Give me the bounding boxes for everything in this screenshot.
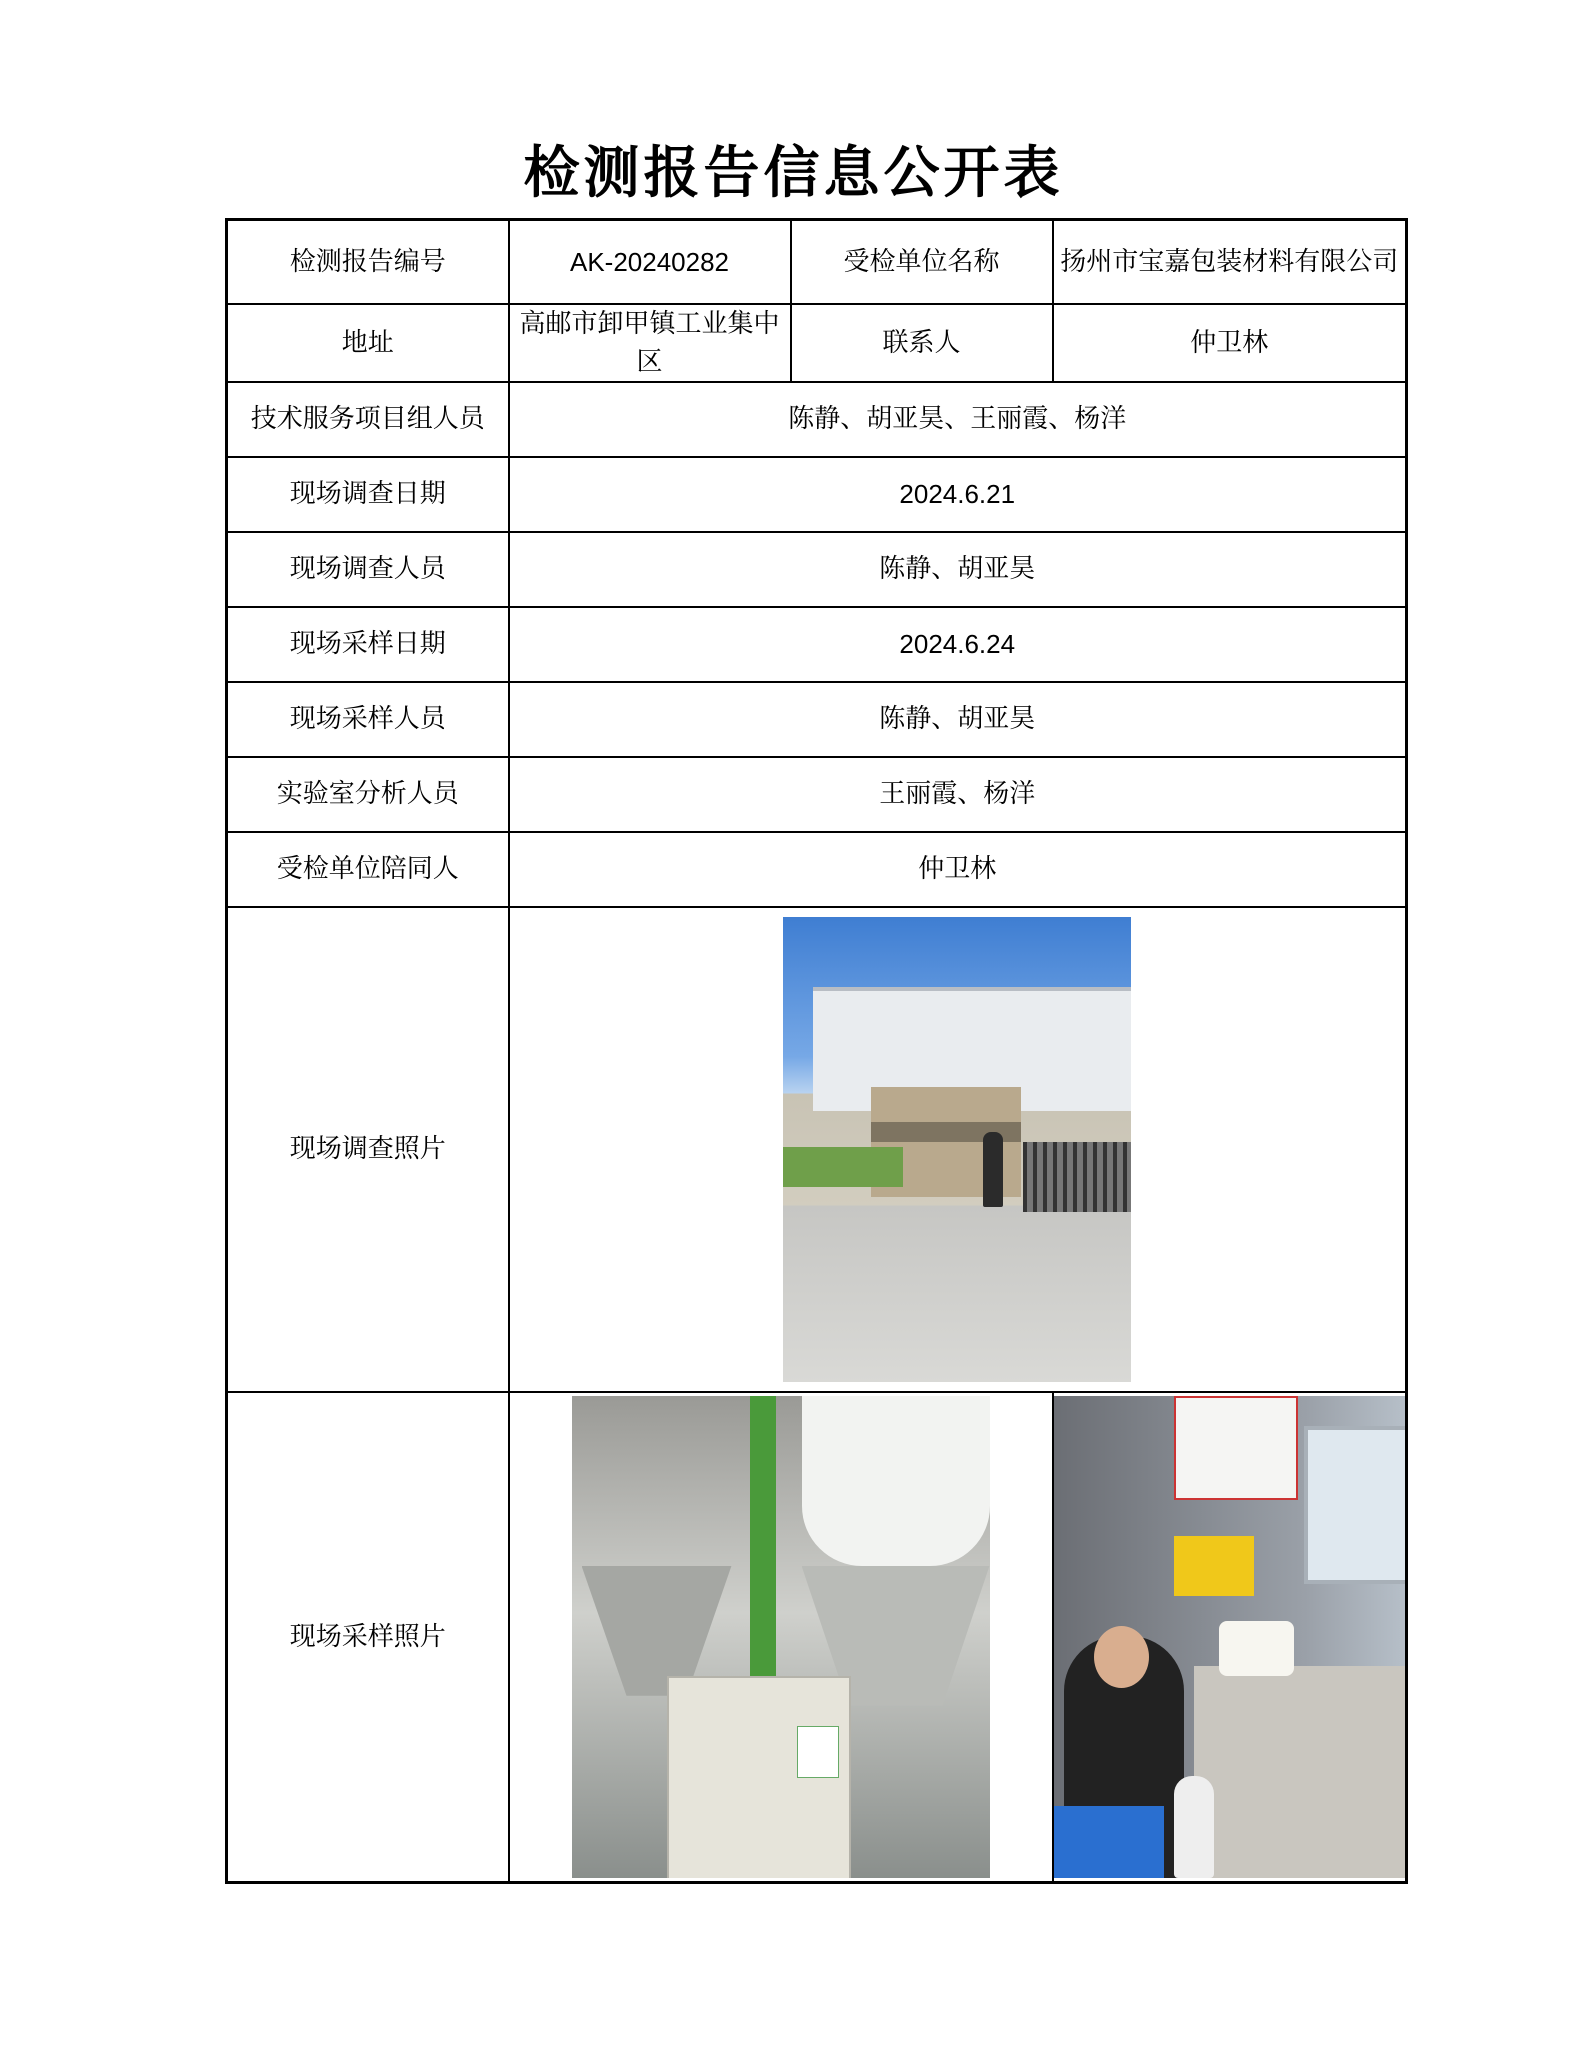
table-row: [227, 220, 1407, 304]
address-label: 地址: [227, 304, 509, 382]
lab-staff-value: 王丽霞、杨洋: [509, 757, 1407, 832]
contact-value: 仲卫林: [1053, 304, 1407, 382]
table-row: [227, 304, 1407, 382]
sampling-date-value: 2024.6.24: [509, 607, 1407, 682]
workshop-sampling-photo: [1054, 1396, 1407, 1878]
sampling-staff-label: 现场采样人员: [227, 682, 509, 757]
table-row: [227, 757, 1407, 832]
survey-photo-label: 现场调查照片: [227, 907, 509, 1392]
table-row: [227, 907, 1407, 1392]
survey-staff-value: 陈静、胡亚昊: [509, 532, 1407, 607]
table-row: [227, 832, 1407, 907]
sampling-photo-cell-2: [1053, 1392, 1407, 1883]
survey-date-value: 2024.6.21: [509, 457, 1407, 532]
sampling-equipment-photo: [572, 1396, 990, 1878]
table-row: [227, 457, 1407, 532]
table-row: [227, 607, 1407, 682]
table-row: [227, 532, 1407, 607]
escort-label: 受检单位陪同人: [227, 832, 509, 907]
address-value: 高邮市卸甲镇工业集中区: [509, 304, 791, 382]
team-value: 陈静、胡亚昊、王丽霞、杨洋: [509, 382, 1407, 457]
table-row: [227, 382, 1407, 457]
contact-label: 联系人: [791, 304, 1053, 382]
sampling-date-label: 现场采样日期: [227, 607, 509, 682]
factory-gate-photo: [783, 917, 1131, 1382]
report-info-table: [225, 218, 1408, 1884]
sampling-photo-cell-1: [509, 1392, 1053, 1883]
lab-staff-label: 实验室分析人员: [227, 757, 509, 832]
survey-date-label: 现场调查日期: [227, 457, 509, 532]
report-no-value: AK-20240282: [509, 220, 791, 304]
table-row: [227, 682, 1407, 757]
sampling-staff-value: 陈静、胡亚昊: [509, 682, 1407, 757]
team-label: 技术服务项目组人员: [227, 382, 509, 457]
sampling-photo-label: 现场采样照片: [227, 1392, 509, 1883]
document-title: 检测报告信息公开表: [523, 141, 1064, 206]
unit-name-value: 扬州市宝嘉包装材料有限公司: [1053, 220, 1407, 304]
survey-staff-label: 现场调查人员: [227, 532, 509, 607]
report-no-label: 检测报告编号: [227, 220, 509, 304]
survey-photo-cell: [509, 907, 1407, 1392]
unit-name-label: 受检单位名称: [791, 220, 1053, 304]
escort-value: 仲卫林: [509, 832, 1407, 907]
table-row: [227, 1392, 1407, 1883]
